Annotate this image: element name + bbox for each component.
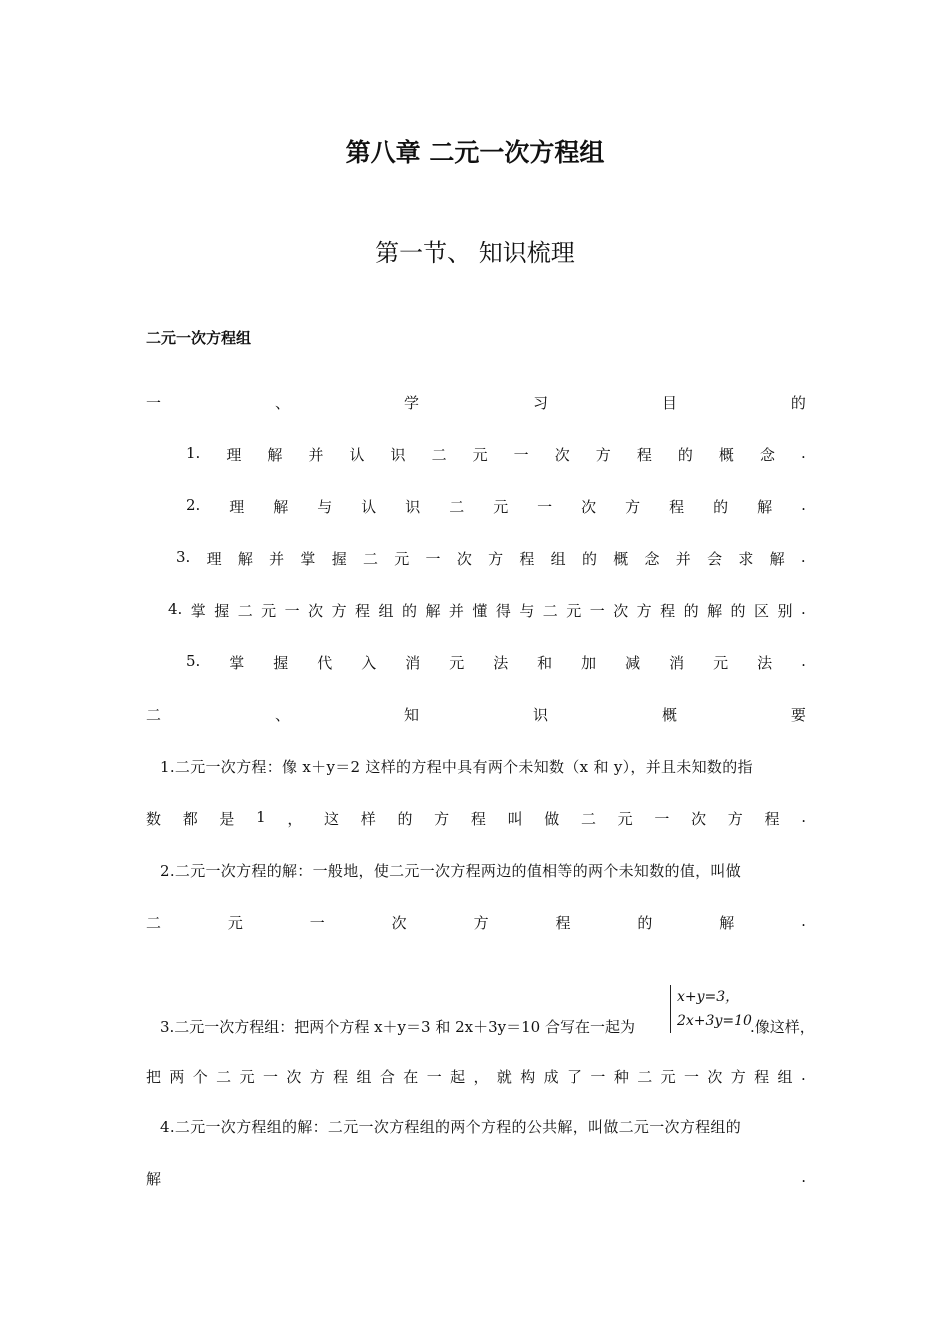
part1-heading [146,392,806,413]
text-glyph: 学 [403,394,419,412]
text-glyph: 识 [405,498,421,516]
text-glyph: 认 [361,498,377,516]
text-glyph: 概 [661,706,677,724]
knowledge-1-line-2 [146,808,806,829]
text-glyph: 个 [192,1068,208,1086]
text-glyph: 认 [349,446,365,464]
text-glyph: 一 [146,394,162,412]
text-glyph: 方 [636,602,652,620]
text-glyph: 理 [229,498,245,516]
text-glyph: 的 [683,602,699,620]
text-glyph: 程 [669,498,685,516]
text-glyph: 加 [581,654,597,672]
text-glyph: 识 [532,706,548,724]
text-glyph: 的 [581,550,597,568]
text-glyph: 是 [219,810,235,828]
text-glyph: 二 [146,914,162,932]
text-glyph: 方 [488,550,504,568]
goal-4 [168,600,806,621]
text-glyph: 一 [426,1068,442,1086]
text-glyph: 懂 [472,602,488,620]
text-glyph: 程 [519,550,535,568]
text-glyph: 二 [542,602,558,620]
text-glyph: 二 [580,810,596,828]
text-glyph: 别 [777,602,793,620]
text-glyph: 一 [590,1068,606,1086]
text-glyph: 3. [176,548,191,566]
text-glyph: 合 [379,1068,395,1086]
text-glyph: . [801,496,806,514]
text-glyph: 目 [661,394,677,412]
text-glyph: 程 [355,602,371,620]
text-glyph: 次 [581,498,597,516]
text-glyph: 并 [675,550,691,568]
text-glyph: 一 [262,1068,278,1086]
text-glyph: 元 [713,654,729,672]
text-glyph: 方 [730,1068,746,1086]
text-glyph: 做 [544,810,560,828]
text-glyph: 两 [169,1068,185,1086]
text-glyph: 次 [554,446,570,464]
text-glyph: 这 [324,810,340,828]
text-glyph: 元 [660,1068,676,1086]
text-glyph: 的 [401,602,417,620]
text-glyph: 次 [391,914,407,932]
text-glyph: 的 [637,914,653,932]
text-glyph: 一 [425,550,441,568]
text-glyph: 握 [331,550,347,568]
text-glyph: 消 [405,654,421,672]
text-glyph: 知 [403,706,419,724]
text-glyph: 念 [644,550,660,568]
text-glyph: 一 [513,446,529,464]
knowledge-1-line-1: 1.二元一次方程：像 x＋y＝2 这样的方程中具有两个未知数（x 和 y），并且未知数的指 [160,758,753,776]
text-glyph: 并 [308,446,324,464]
text-glyph: ， [287,810,303,828]
text-glyph: 与 [519,602,535,620]
text-glyph: 2. [186,496,201,514]
text-glyph: 二 [449,498,465,516]
text-glyph: 一 [683,1068,699,1086]
text-glyph: 法 [493,654,509,672]
text-glyph: 并 [448,602,464,620]
text-glyph: 和 [537,654,553,672]
text-glyph: 成 [543,1068,559,1086]
text-glyph: 、 [274,706,290,724]
text-glyph: 程 [764,810,780,828]
text-glyph: 识 [390,446,406,464]
knowledge-2-line-2 [146,912,806,933]
text-glyph: 次 [613,602,629,620]
text-glyph: 解 [273,498,289,516]
text-glyph: 了 [567,1068,583,1086]
text-glyph: . [800,1066,806,1084]
text-glyph: 掌 [229,654,245,672]
text-glyph: 的 [713,498,729,516]
text-glyph: 方 [331,602,347,620]
text-glyph: 组 [378,602,394,620]
text-glyph: 4. [168,600,183,618]
text-glyph: 概 [613,550,629,568]
text-glyph: 程 [636,446,652,464]
text-glyph: 程 [333,1068,349,1086]
system-equation-2: 2x+3y=10 [677,1013,752,1029]
text-glyph: . [801,444,806,462]
text-glyph: 二 [216,1068,232,1086]
text-glyph: 代 [317,654,333,672]
knowledge-3-after-system: .像这样， [750,1018,815,1036]
text-glyph: 的 [790,394,806,412]
goal-3 [176,548,806,569]
text-glyph: 掌 [190,602,206,620]
text-glyph: 方 [595,446,611,464]
text-glyph: 元 [472,446,488,464]
text-glyph: . [801,808,806,826]
text-glyph: 数 [146,810,162,828]
text-glyph: 一 [537,498,553,516]
text-glyph: 解 [146,1170,162,1188]
text-glyph: 方 [727,810,743,828]
text-glyph: 得 [495,602,511,620]
text-glyph: 减 [625,654,641,672]
text-glyph: 解 [267,446,283,464]
text-glyph: 二 [146,706,162,724]
text-glyph: 程 [470,810,486,828]
text-glyph: 的 [677,446,693,464]
text-glyph: 区 [754,602,770,620]
text-glyph: 理 [206,550,222,568]
text-glyph: 次 [707,1068,723,1086]
equation-system [670,985,755,1033]
text-glyph: 组 [356,1068,372,1086]
text-glyph: 要 [790,706,806,724]
text-glyph: 种 [613,1068,629,1086]
text-glyph: 把 [146,1068,162,1086]
text-glyph: 解 [237,550,253,568]
text-glyph: 1 [256,808,266,826]
text-glyph: 握 [273,654,289,672]
knowledge-4-line-2 [146,1168,806,1189]
text-glyph: 会 [707,550,723,568]
text-glyph: 元 [449,654,465,672]
text-glyph: 念 [759,446,775,464]
text-glyph: 解 [769,550,785,568]
text-glyph: 1. [186,444,201,462]
text-glyph: 次 [286,1068,302,1086]
text-glyph: 在 [403,1068,419,1086]
topic-heading: 二元一次方程组 [146,329,252,347]
text-glyph: 与 [317,498,333,516]
text-glyph: . [800,600,806,618]
knowledge-4-line-1: 4.二元一次方程组的解：二元一次方程组的两个方程的公共解，叫做二元一次方程组的 [160,1118,742,1136]
text-glyph: 二 [362,550,378,568]
text-glyph: 二 [237,602,253,620]
text-glyph: 一 [589,602,605,620]
text-glyph: 元 [493,498,509,516]
text-glyph: 次 [308,602,324,620]
text-glyph: 组 [550,550,566,568]
text-glyph: 一 [284,602,300,620]
text-glyph: 入 [361,654,377,672]
text-glyph: ， [473,1068,489,1086]
text-glyph: . [801,1168,806,1186]
text-glyph: 消 [669,654,685,672]
text-glyph: 一 [654,810,670,828]
text-glyph: 次 [691,810,707,828]
text-glyph: 法 [757,654,773,672]
text-glyph: 二 [431,446,447,464]
text-glyph: 掌 [300,550,316,568]
text-glyph: 理 [226,446,242,464]
text-glyph: 并 [269,550,285,568]
text-glyph: 方 [625,498,641,516]
text-glyph: 元 [566,602,582,620]
knowledge-3-line-1: 3.二元一次方程组：把两个方程 x＋y＝3 和 2x＋3y＝10 合写在一起为 [160,1018,635,1036]
text-glyph: 组 [777,1068,793,1086]
text-glyph: 方 [473,914,489,932]
text-glyph: 都 [182,810,198,828]
text-glyph: 起 [450,1068,466,1086]
knowledge-2-line-1: 2.二元一次方程的解：一般地，使二元一次方程两边的值相等的两个未知数的值，叫做 [160,862,742,880]
system-equation-1: x+y=3， [677,989,740,1005]
text-glyph: 解 [425,602,441,620]
section-title: 第一节、 知识梳理 [375,239,575,267]
text-glyph: 的 [730,602,746,620]
text-glyph: 构 [520,1068,536,1086]
goal-1 [186,444,806,465]
text-glyph: 就 [496,1068,512,1086]
text-glyph: 元 [617,810,633,828]
text-glyph: 元 [261,602,277,620]
text-glyph: . [801,652,806,670]
text-glyph: 元 [227,914,243,932]
text-glyph: 元 [239,1068,255,1086]
text-glyph: 的 [397,810,413,828]
text-glyph: 、 [274,394,290,412]
text-glyph: . [801,912,806,930]
text-glyph: 元 [394,550,410,568]
text-glyph: 样 [360,810,376,828]
text-glyph: 5. [186,652,201,670]
knowledge-3-line-2 [146,1066,806,1087]
text-glyph: 概 [718,446,734,464]
text-glyph: 一 [309,914,325,932]
text-glyph: 握 [214,602,230,620]
text-glyph: 方 [434,810,450,828]
text-glyph: 解 [757,498,773,516]
text-glyph: 二 [637,1068,653,1086]
goal-2 [186,496,806,517]
text-glyph: 次 [456,550,472,568]
text-glyph: 叫 [507,810,523,828]
text-glyph: 求 [738,550,754,568]
text-glyph: 解 [707,602,723,620]
text-glyph: . [800,548,806,566]
goal-5 [186,652,806,673]
chapter-title: 第八章 二元一次方程组 [345,138,605,167]
text-glyph: 解 [719,914,735,932]
text-glyph: 方 [309,1068,325,1086]
part2-heading [146,704,806,725]
text-glyph: 程 [754,1068,770,1086]
text-glyph: 程 [660,602,676,620]
text-glyph: 习 [532,394,548,412]
text-glyph: 程 [555,914,571,932]
